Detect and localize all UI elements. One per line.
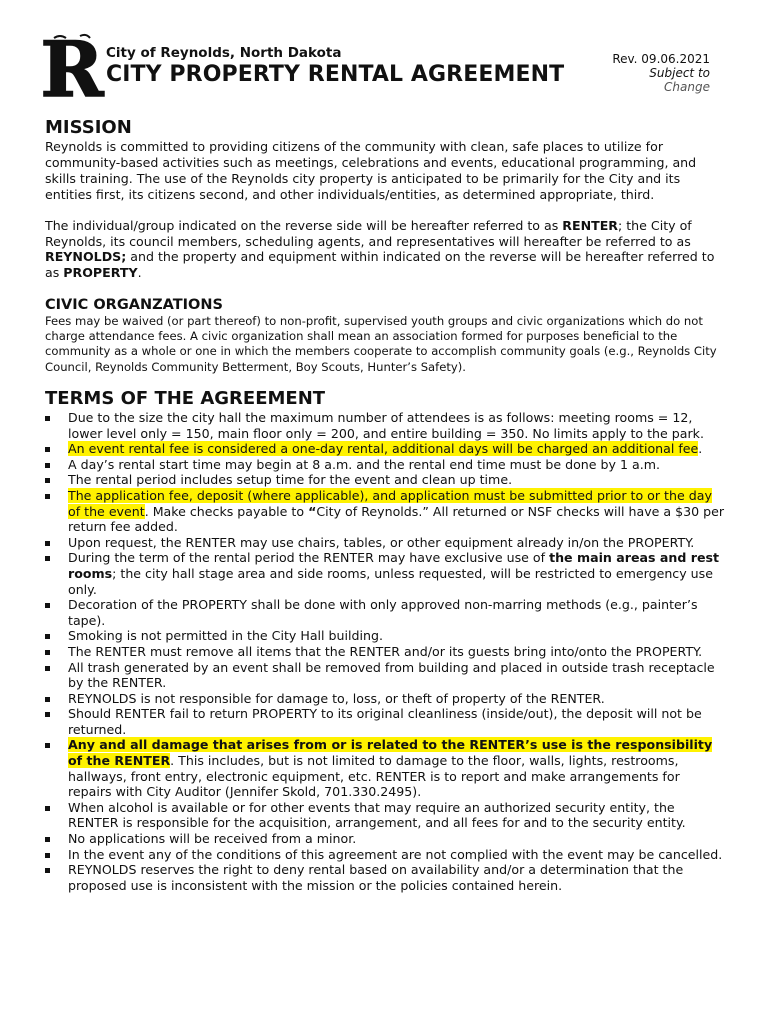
city-name: City of Reynolds, North Dakota — [106, 45, 342, 61]
bullet-square-icon — [45, 743, 50, 748]
term-item — [45, 410, 725, 441]
mission-p2-reynolds: REYNOLDS; — [45, 249, 127, 265]
civic-paragraph: Fees may be waived (or part thereof) to non-profit, supervised youth groups and civic organizations which do not charge attendance fees. A civic organization shall mean an association formed for purposes beneficial to the community as a whole or one in which the members cooperate to accomplish community goals (e.g., Reynolds City Council, Reynolds Community Betterment, Boy Scouts, Hunter’s Safety). — [45, 314, 717, 374]
term-text-hlb: Any and all damage that arises from or is related to the RENTER’s use is the responsibility of the RENTER — [68, 737, 713, 769]
subject-to-text: Subject to — [649, 66, 710, 80]
bullet-square-icon — [45, 478, 50, 483]
term-item — [45, 441, 725, 457]
term-item — [45, 535, 725, 551]
term-text-b: “ — [308, 503, 317, 519]
bullet-square-icon — [45, 416, 50, 421]
bullet-square-icon — [45, 463, 50, 468]
mission-p2-renter: RENTER — [562, 217, 618, 233]
bullet-square-icon — [45, 837, 50, 842]
civic-section — [45, 296, 725, 375]
term-item — [45, 862, 725, 893]
term-text-t2: ; the city hall stage area and side rooms, unless requested, will be restricted to emergency use only. — [68, 565, 713, 597]
term-text-t: When alcohol is available or for other events that may require an authorized security entity, the RENTER is responsible for the acquisition, arrangement, and all fees for and to the security entity. — [68, 799, 686, 831]
bullet-square-icon — [45, 650, 50, 655]
bullet-square-icon — [45, 697, 50, 702]
logo-letter: R — [40, 25, 104, 114]
term-text-t: The rental period includes setup time for the event and clean up time. — [68, 472, 513, 488]
term-item — [45, 488, 725, 535]
term-item — [45, 831, 725, 847]
term-item — [45, 550, 725, 597]
term-text-t: All trash generated by an event shall be removed from building and placed in outside trash receptacle by the RENTER. — [68, 659, 715, 691]
term-item — [45, 706, 725, 737]
bullet-square-icon — [45, 634, 50, 639]
term-text-hl: An event rental fee is considered a one-day rental, additional days will be charged an additional fee — [68, 441, 699, 457]
revision-block — [612, 52, 710, 94]
term-text-t: REYNOLDS reserves the right to deny rental based on availability and/or a determination that the proposed use is inconsistent with the mission or the policies contained herein. — [68, 862, 684, 893]
term-text-t: In the event any of the conditions of this agreement are not complied with the event may be cancelled. — [68, 846, 723, 862]
terms-list — [45, 410, 725, 893]
bullet-square-icon — [45, 541, 50, 546]
term-text-t2: City of Reynolds.” All returned or NSF checks will have a $30 per return fee added. — [68, 503, 725, 535]
term-item — [45, 472, 725, 488]
term-text-t: Decoration of the PROPERTY shall be done with only approved non-marring methods (e.g., painter’s tape). — [68, 597, 698, 628]
bullet-square-icon — [45, 666, 50, 671]
term-item — [45, 644, 725, 660]
term-text-b: the main areas and rest rooms — [68, 550, 720, 581]
term-text-t: Upon request, the RENTER may use chairs, tables, or other equipment already in/on the PROPERTY. — [68, 534, 695, 550]
mission-p2-text-b: ; the City of Reynolds, its council members, scheduling agents, and representatives will hereafter be referred to as — [45, 217, 692, 249]
bullet-square-icon — [45, 556, 50, 561]
term-item — [45, 847, 725, 863]
term-item — [45, 691, 725, 707]
terms-section — [45, 388, 725, 893]
reynolds-logo — [40, 25, 104, 114]
mission-paragraph-2 — [45, 218, 725, 282]
term-text-t: No applications will be received from a minor. — [68, 831, 357, 847]
term-text-t: The RENTER must remove all items that the RENTER and/or its guests bring into/onto the PROPERTY. — [68, 643, 703, 659]
term-text-t: Should RENTER fail to return PROPERTY to its original cleanliness (inside/out), the deposit will not be returned. — [68, 706, 702, 737]
bullet-square-icon — [45, 712, 50, 717]
term-text-t: A day’s rental start time may begin at 8 a.m. and the rental end time must be done by 1 a.m. — [68, 456, 660, 472]
term-item — [45, 800, 725, 831]
term-text-t: Smoking is not permitted in the City Hall building. — [68, 628, 383, 644]
term-text-t: . Make checks payable to — [144, 503, 309, 519]
term-text-hl: The application fee, deposit (where applicable), and application must be submitted prior to or the day of the event — [68, 487, 712, 519]
term-text-t: Due to the size the city hall the maximum number of attendees is as follows: meeting rooms = 12, lower level only = 150, main floor only = 200, and entire building = 350. No limits apply to the park. — [68, 410, 704, 441]
term-item — [45, 597, 725, 628]
subject-to-cut-text: Change — [664, 80, 710, 94]
mission-heading: MISSION — [45, 117, 132, 138]
term-item — [45, 457, 725, 473]
bullet-square-icon — [45, 868, 50, 873]
mission-p2-text-d: . — [137, 265, 142, 281]
bullet-square-icon — [45, 806, 50, 811]
civic-heading: CIVIC ORGANZATIONS — [45, 297, 223, 313]
term-text-t: . This includes, but is not limited to damage to the floor, walls, lights, restrooms, hallways, front entry, electronic equipment, etc. RENTER is to report and make arrangements for repairs with City Auditor (Jennifer Skold, 701.330.2495). — [68, 753, 680, 800]
term-text-t: REYNOLDS is not responsible for damage to, loss, or theft of property of the RENTER. — [68, 690, 605, 706]
mission-p2-text-a: The individual/group indicated on the reverse side will be hereafter referred to as — [45, 217, 563, 233]
bullet-square-icon — [45, 603, 50, 608]
bullet-square-icon — [45, 494, 50, 499]
mission-p2-property: PROPERTY — [63, 265, 138, 281]
term-item — [45, 628, 725, 644]
term-text-t: During the term of the rental period the RENTER may have exclusive use of — [68, 550, 550, 566]
term-item — [45, 660, 725, 691]
mission-paragraph-1: Reynolds is committed to providing citizens of the community with clean, safe places to utilize for community-based activities such as meetings, celebrations and events, educational programming, and skills training. The use of the Reynolds city property is anticipated to be primarily for the City and its entities first, its citizens second, and other individuals/entities, as determined appropriate, third. — [45, 139, 697, 202]
mission-section — [45, 117, 725, 281]
term-text-t: . — [698, 441, 703, 457]
document-title: CITY PROPERTY RENTAL AGREEMENT — [106, 62, 565, 87]
term-item — [45, 737, 725, 799]
bullet-square-icon — [45, 853, 50, 858]
revision-date: Rev. 09.06.2021 — [612, 52, 710, 66]
mission-p2-text-c: and the property and equipment within indicated on the reverse will be hereafter referred to as — [45, 249, 715, 281]
bullet-square-icon — [45, 447, 50, 452]
terms-heading: TERMS OF THE AGREEMENT — [45, 388, 326, 409]
